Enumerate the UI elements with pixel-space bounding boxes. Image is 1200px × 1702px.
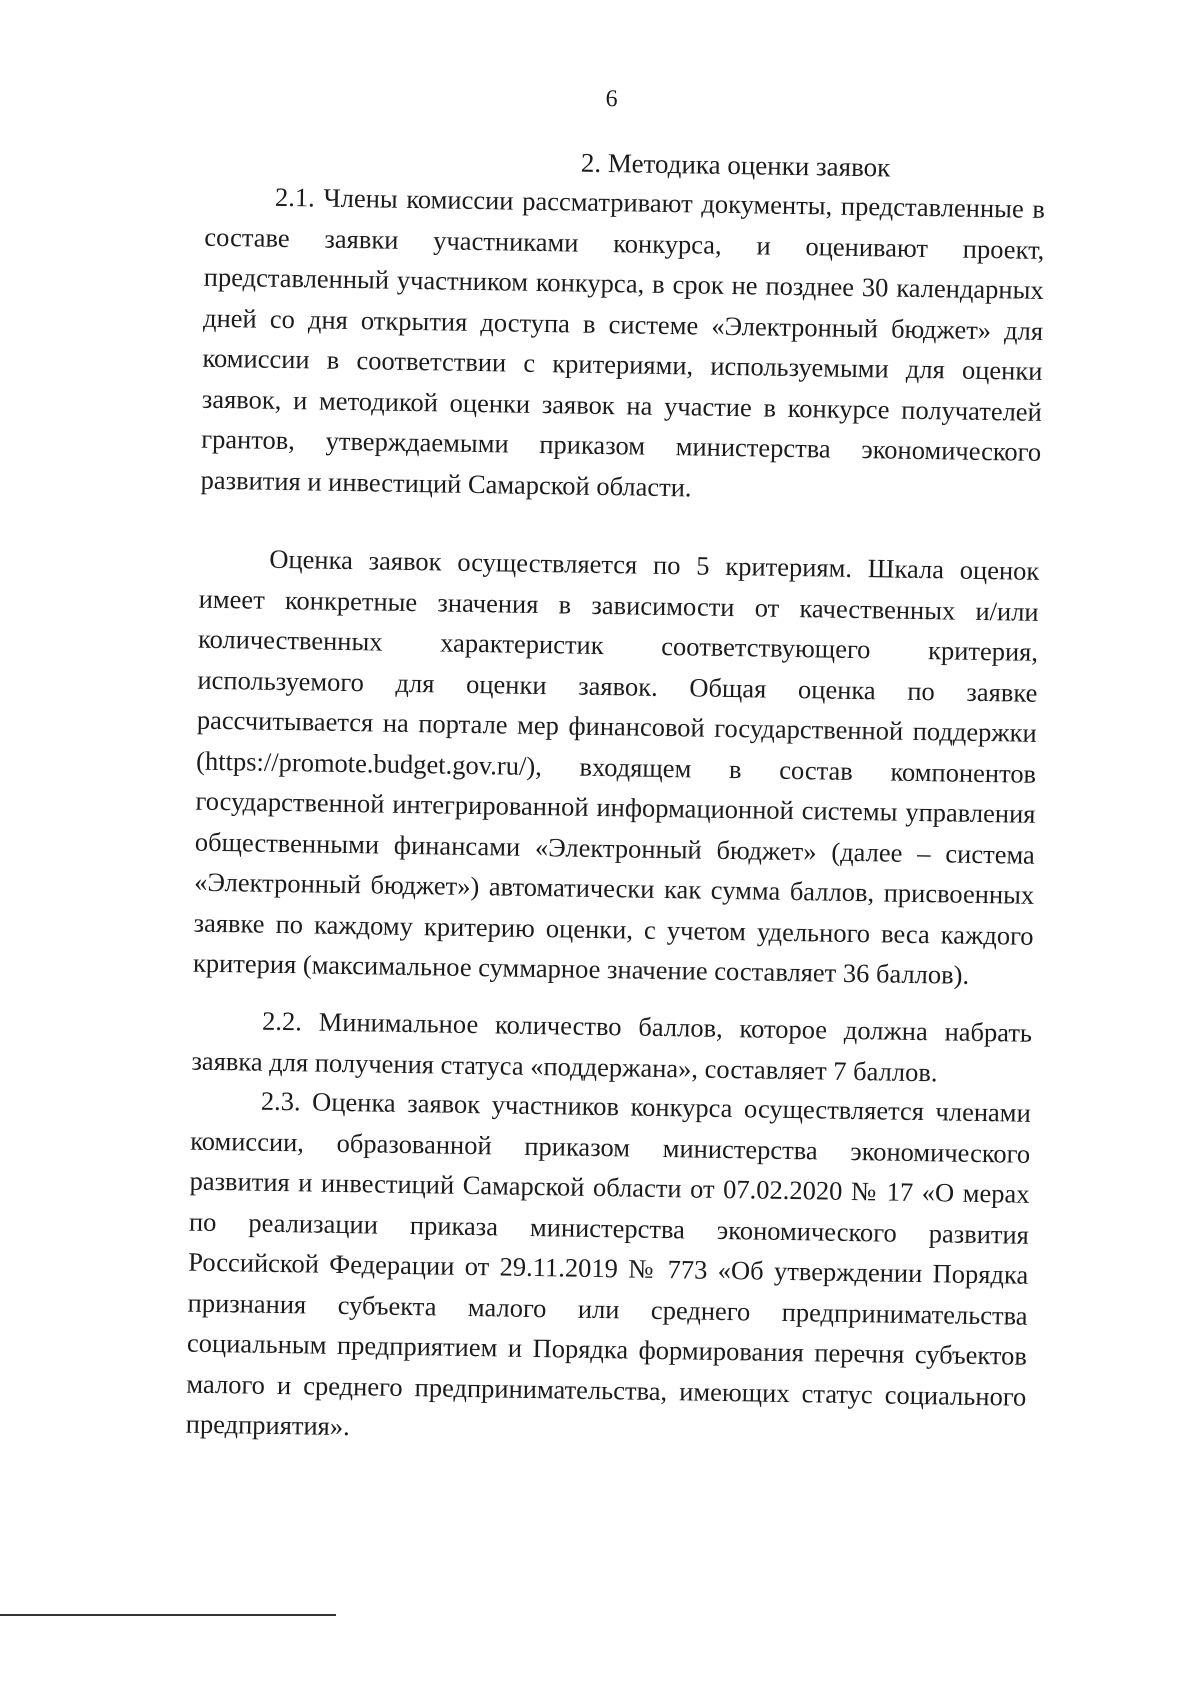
footnote-divider bbox=[0, 1614, 336, 1616]
paragraph-text: 2.1. Члены комиссии рассматривают документы, представленные в составе заявки участниками конкурса, и оценивают проект, представленный участником конкурса, в срок не позднее 30 календарных дней со дня открытия доступа в системе «Электронный бюджет» для комиссии в соответствии с критериями, используемыми для оценки заявок, и методикой оценки заявок на участие в конкурсе получателей грантов, утверждаемыми приказом министерства экономического развития и инвестиций Самарской области. bbox=[200, 181, 1046, 502]
section-heading: 2. Методика оценки заявок bbox=[580, 147, 891, 183]
paragraph-text: 2.3. Оценка заявок участников конкурса осуществляется членами комиссии, образованной приказом министерства экономического развития и инвестиций Самарской области от 07.02.2020 № 17 «О мерах по реализации приказа министерства экономического развития Российской Федерации от 29.11.2019 № 773 «Об утверждении Порядка признания субъекта малого или среднего предпринимательства социальным предприятием и Порядка формирования перечня субъектов малого и среднего предпринимательства, имеющих статус социального предприятия». bbox=[185, 1085, 1032, 1442]
paragraph-text: 2.2. Минимальное количество баллов, которое должна набрать заявка для получения статуса «поддержана», составляет 7 баллов. bbox=[191, 1005, 1033, 1087]
paragraph-2-1 bbox=[200, 176, 1045, 513]
paragraph-text: Оценка заявок осуществляется по 5 критериям. Шкала оценок имеет конкретные значения в зависимости от качественных и/или количественных характеристик соответствующего критерия, используемого для оценки заявок. Общая оценка по заявке рассчитывается на портале мер финансовой государственной поддержки (https://promote.budget.gov.ru/), входящем в состав компонентов государственной интегрированной информационной системы управления общественными финансами «Электронный бюджет» (далее – система «Электронный бюджет») автоматически как сумма баллов, присвоенных заявке по каждому критерию оценки, с учетом удельного веса каждого критерия (максимальное суммарное значение составляет 36 баллов). bbox=[192, 543, 1040, 990]
page-number: 6 bbox=[605, 85, 618, 113]
paragraph-2-3 bbox=[185, 1080, 1031, 1458]
paragraph-evaluation bbox=[193, 538, 1040, 997]
paragraph-2-2 bbox=[191, 1000, 1032, 1094]
